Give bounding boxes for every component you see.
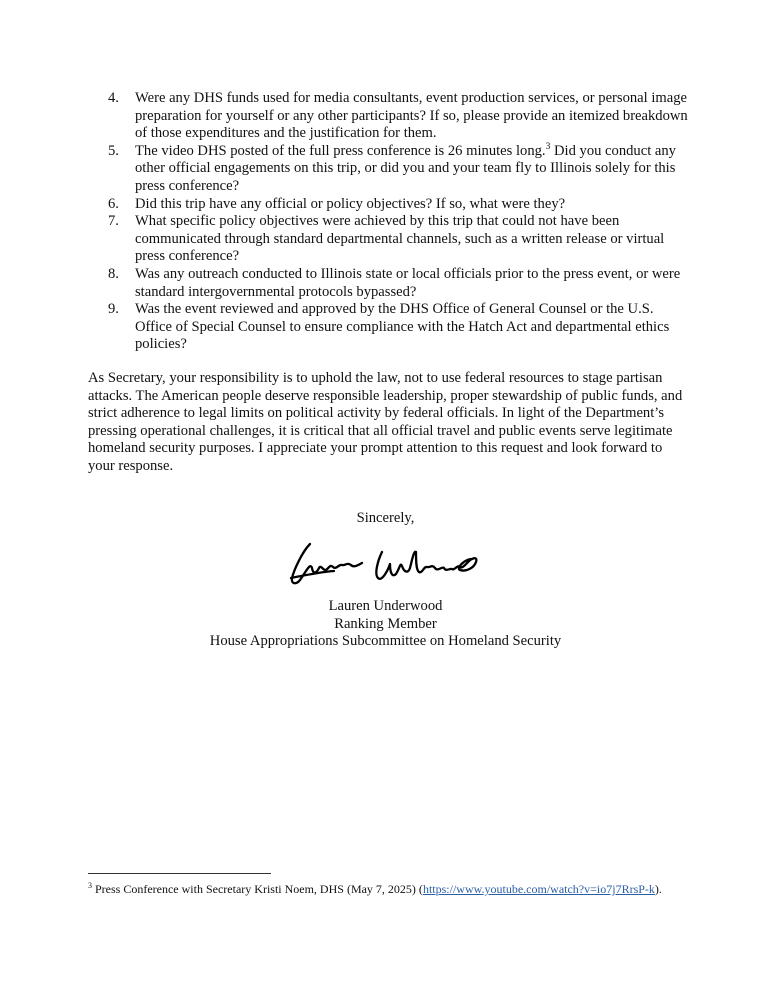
footnote-end: ). (654, 882, 662, 896)
question-number: 4. (108, 90, 119, 106)
valediction-block (0, 510, 771, 528)
signer-block (0, 598, 771, 651)
footnote-reference: 3 (545, 141, 551, 152)
question-text-part: Did you conduct any other official engagements on this trip, or did you and your team fly to Illinois solely for this press conference? (135, 142, 676, 194)
closing-paragraph: As Secretary, your responsibility is to uphold the law, not to use federal resources to stage partisan attacks. The American people deserve responsible leadership, proper stewardship of public funds, and strict adherence to legal limits on political activity by federal officials. In light of the Department’s pressing operational challenges, it is critical that all official travel and public events serve legitimate homeland security purposes. I appreciate your prompt attention to this request and look forward to your response. (88, 370, 683, 474)
question-number: 9. (108, 301, 119, 318)
question-item-6 (108, 196, 688, 214)
question-item-4 (108, 90, 688, 143)
signer-title: Ranking Member (334, 615, 437, 632)
question-text (135, 143, 676, 194)
question-item-9 (108, 301, 688, 354)
question-number: 8. (108, 265, 119, 282)
question-item-5 (108, 143, 688, 196)
question-text: Was the event reviewed and approved by the DHS Office of General Counsel or the U.S. Office of Special Counsel to ensure compliance with the Hatch Act and departmental ethics policies? (135, 301, 670, 353)
question-text: What specific policy objectives were achieved by this trip that could not have been communicated through standard departmental channels, such as a written release or virtual press conference? (135, 213, 665, 265)
signature-image (288, 538, 482, 588)
footnote-link[interactable]: https://www.youtube.com/watch?v=io7j7RrsP-k (422, 882, 655, 896)
footnote-marker: 3 (88, 881, 92, 890)
question-item-8 (108, 266, 688, 301)
question-number: 6. (108, 195, 119, 212)
question-number: 5. (108, 142, 119, 159)
question-item-7 (108, 213, 688, 266)
signer-committee: House Appropriations Subcommittee on Homeland Security (209, 633, 562, 650)
question-list (108, 90, 688, 354)
footnote-text: Press Conference with Secretary Kristi Noem, DHS (May 7, 2025) ( (92, 882, 423, 896)
question-text: Was any outreach conducted to Illinois state or local officials prior to the press event, or were standard intergovernmental protocols bypassed? (135, 265, 681, 300)
valediction: Sincerely, (356, 510, 415, 526)
question-text-part: The video DHS posted of the full press conference is 26 minutes long. (135, 142, 546, 159)
footnote-divider (88, 873, 271, 874)
question-text: Were any DHS funds used for media consultants, event production services, or personal image preparation for yourself or any other participants? If so, please provide an itemized breakdown of those expenditures and the justification for them. (135, 90, 688, 142)
question-text: Did this trip have any official or policy objectives? If so, what were they? (135, 195, 566, 212)
question-number: 7. (108, 213, 119, 230)
footnote (88, 881, 688, 897)
signer-name: Lauren Underwood (328, 598, 443, 614)
